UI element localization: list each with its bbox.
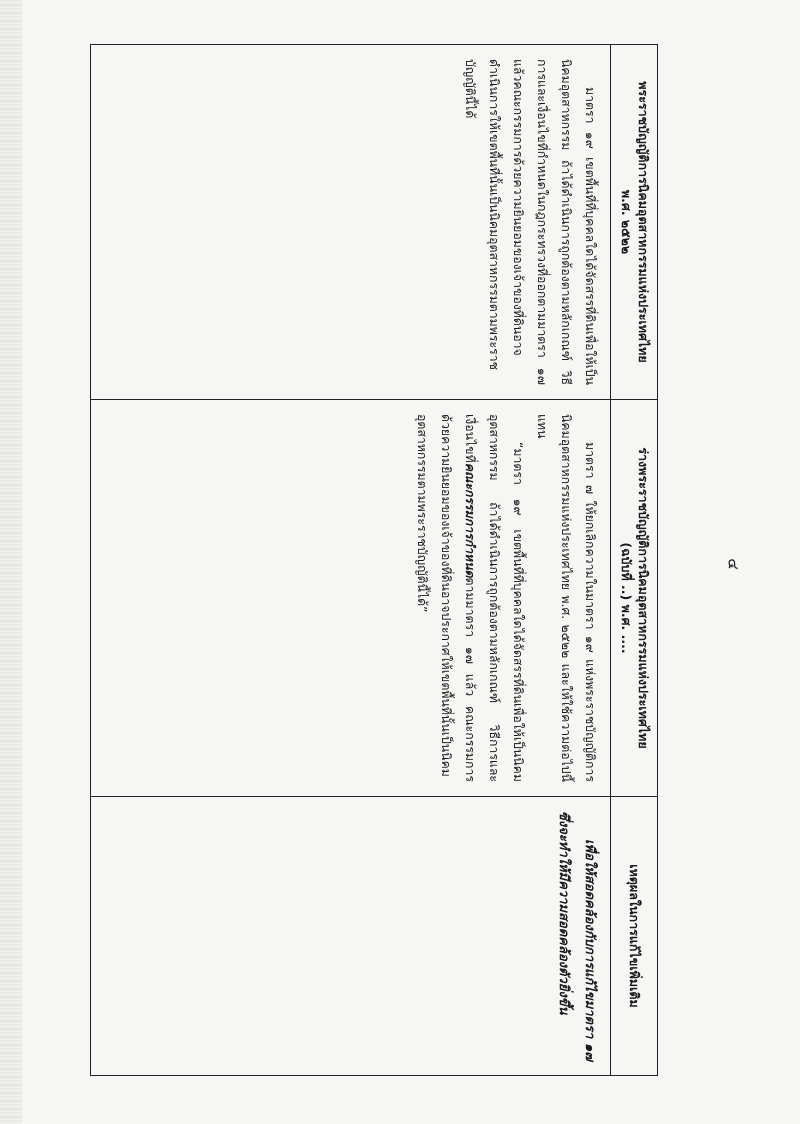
header-draft-act-line2: (ฉบับที่ ..) พ.ศ. .... [619,542,634,654]
header-current-act-line2: พ.ศ. ๒๕๒๒ [619,189,634,255]
header-draft-act [611,399,657,796]
draft-act-cell [91,399,610,796]
page-number: ๔ [724,558,743,570]
current-act-section-19: มาตรา ๑๙ เขตพื้นที่ที่บุคคลใดได้จัดสรรที่ดินเพื่อให้เป็นนิคมอุตสาหกรรม ถ้าได้ดำเนินการถูกต้องตามหลักเกณฑ์ วิธีการและเงื่อนไขที่กำหนดในกฎกระทรวงที่ออกตามมาตรา ๑๗ แล้วคณะกรรมการด้วยความยินยอมของเจ้าของที่ดินอาจดำเนินการให้เขตพื้นที่นั้นเป็นนิคมอุตสาหกรรมตามพระราชบัญญัตินี้ได้ [463,59,597,385]
scan-edge-artifact [0,0,22,1124]
current-act-cell [91,44,610,399]
comparison-table [90,44,658,1076]
table-body-row [90,44,610,1076]
reason-cell [91,796,610,1076]
draft-act-section-7: มาตรา ๗ ให้ยกเลิกความในมาตรา ๑๙ แห่งพระราชบัญญัติการนิคมอุตสาหกรรมแห่งประเทศไทย พ.ศ. ๒๕๒๒ และให้ใช้ความต่อไปนี้แทน [535,414,597,782]
draft-act-section-19-part2: ตามมาตรา ๑๗ แล้ว คณะกรรมการด้วยความยินยอมของเจ้าของที่ดินอาจประกาศให้เขตพื้นที่นั้นเป็นนิคมอุตสาหกรรมตามพระราชบัญญัตินี้ได้” [415,414,477,782]
header-current-act-line1: พระราชบัญญัติการนิคมอุตสาหกรรมแห่งประเทศไทย [635,81,651,363]
header-reason [611,796,657,1076]
reason-text: เพื่อให้สอดคล้องกับการแก้ไขมาตรา ๑๗ ซึ่งจะทำให้มีความสอดคล้องตัวยิ่งขึ้น [556,811,597,1061]
header-current-act [611,44,657,399]
header-draft-act-line1: ร่างพระราชบัญญัติการนิคมอุตสาหกรรมแห่งประเทศไทย [635,447,651,749]
draft-act-section-19-part1: “มาตรา ๑๙ เขตพื้นที่ที่บุคคลใดได้จัดสรรที่ดินเพื่อให้เป็นนิคมอุตสาหกรรม ถ้าได้ดำเนินการถูกต้องตามหลักเกณฑ์ วิธีการและเงื่อนไขที่ [463,414,525,782]
draft-act-section-19 [410,414,530,782]
header-reason-text: เหตุผลในการแก้ไขเพิ่มเติม [627,864,643,1008]
table-header-row [610,44,658,1076]
draft-act-amended-phrase: คณะกรรมการกำหนด [463,462,477,578]
rotated-table-content [90,44,658,1076]
